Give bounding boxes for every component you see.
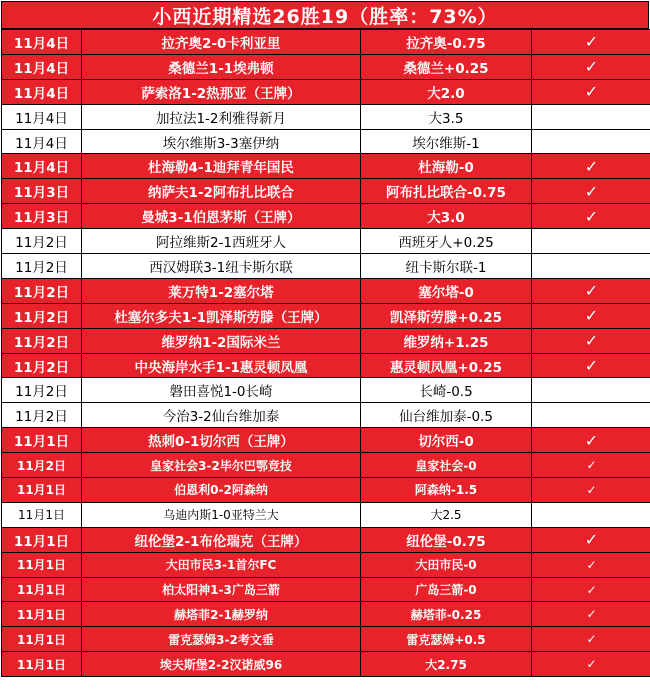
picks-table-body [2,30,650,677]
pick-line: 埃尔维斯-1 [361,129,532,154]
pick-date: 11月1日 [2,428,82,453]
pick-line: 塞尔塔-0 [361,278,532,303]
pick-row [2,79,650,104]
pick-line: 阿森纳-1.5 [361,478,532,503]
match-result: 赫塔菲2-1赫罗纳 [82,602,361,627]
match-result: 杜海勒4-1迪拜青年国民 [82,154,361,179]
match-result: 柏太阳神1-3广岛三箭 [82,577,361,602]
match-result: 磐田喜悦1-0长崎 [82,378,361,403]
pick-line: 赫塔菲-0.25 [361,602,532,627]
pick-row [2,54,650,79]
pick-line: 广岛三箭-0 [361,577,532,602]
check-mark-icon [532,104,650,129]
pick-line: 纽卡斯尔联-1 [361,254,532,279]
pick-row [2,428,650,453]
pick-date: 11月2日 [2,278,82,303]
pick-date: 11月1日 [2,652,82,677]
pick-date: 11月4日 [2,79,82,104]
pick-line: 雷克瑟姆+0.5 [361,627,532,652]
pick-date: 11月4日 [2,129,82,154]
match-result: 莱万特1-2塞尔塔 [82,278,361,303]
pick-date: 11月1日 [2,627,82,652]
check-mark-icon: ✓ [532,328,650,353]
pick-line: 大3.5 [361,104,532,129]
pick-line: 大2.75 [361,652,532,677]
pick-row [2,104,650,129]
match-result: 大田市民3-1首尔FC [82,552,361,577]
pick-row [2,353,650,378]
pick-row [2,378,650,403]
check-mark-icon: ✓ [532,204,650,229]
check-mark-icon [532,378,650,403]
match-result: 今治3-2仙台维加泰 [82,403,361,428]
pick-row [2,303,650,328]
pick-row [2,30,650,55]
pick-date: 11月1日 [2,577,82,602]
pick-line: 维罗纳+1.25 [361,328,532,353]
pick-line: 凯泽斯劳滕+0.25 [361,303,532,328]
pick-date: 11月1日 [2,552,82,577]
check-mark-icon: ✓ [532,353,650,378]
check-mark-icon: ✓ [532,552,650,577]
pick-row [2,328,650,353]
check-mark-icon [532,502,650,527]
check-mark-icon: ✓ [532,428,650,453]
pick-date: 11月2日 [2,403,82,428]
match-result: 纽伦堡2-1布伦瑞克（王牌） [82,527,361,552]
pick-line: 切尔西-0 [361,428,532,453]
pick-line: 西班牙人+0.25 [361,229,532,254]
pick-line: 大2.0 [361,79,532,104]
pick-row [2,602,650,627]
check-mark-icon [532,254,650,279]
match-result: 阿拉维斯2-1西班牙人 [82,229,361,254]
pick-line: 皇家社会-0 [361,453,532,478]
check-mark-icon: ✓ [532,303,650,328]
match-result: 萨索洛1-2热那亚（王牌） [82,79,361,104]
pick-date: 11月2日 [2,353,82,378]
check-mark-icon: ✓ [532,577,650,602]
match-result: 西汉姆联3-1纽卡斯尔联 [82,254,361,279]
pick-line: 大2.5 [361,502,532,527]
pick-line: 拉齐奥-0.75 [361,30,532,55]
pick-date: 11月2日 [2,303,82,328]
check-mark-icon: ✓ [532,54,650,79]
pick-row [2,229,650,254]
pick-row [2,278,650,303]
pick-date: 11月3日 [2,179,82,204]
check-mark-icon: ✓ [532,453,650,478]
check-mark-icon: ✓ [532,278,650,303]
match-result: 中央海岸水手1-1惠灵顿凤凰 [82,353,361,378]
check-mark-icon [532,403,650,428]
pick-date: 11月1日 [2,602,82,627]
check-mark-icon: ✓ [532,652,650,677]
pick-line: 大田市民-0 [361,552,532,577]
picks-table [1,29,650,677]
pick-date: 11月4日 [2,30,82,55]
pick-row [2,453,650,478]
pick-line: 大3.0 [361,204,532,229]
check-mark-icon: ✓ [532,30,650,55]
match-result: 埃夫斯堡2-2汉诺威96 [82,652,361,677]
pick-row [2,577,650,602]
match-result: 拉齐奥2-0卡利亚里 [82,30,361,55]
pick-line: 杜海勒-0 [361,154,532,179]
pick-line: 桑德兰+0.25 [361,54,532,79]
pick-row [2,527,650,552]
pick-date: 11月4日 [2,104,82,129]
pick-line: 长崎-0.5 [361,378,532,403]
check-mark-icon: ✓ [532,179,650,204]
check-mark-icon: ✓ [532,602,650,627]
pick-date: 11月1日 [2,502,82,527]
pick-row [2,552,650,577]
check-mark-icon: ✓ [532,79,650,104]
match-result: 纳萨夫1-2阿布扎比联合 [82,179,361,204]
pick-line: 阿布扎比联合-0.75 [361,179,532,204]
match-result: 雷克瑟姆3-2考文垂 [82,627,361,652]
pick-date: 11月3日 [2,204,82,229]
match-result: 加拉法1-2利雅得新月 [82,104,361,129]
pick-date: 11月2日 [2,453,82,478]
pick-date: 11月4日 [2,154,82,179]
match-result: 曼城3-1伯恩茅斯（王牌） [82,204,361,229]
match-result: 乌迪内斯1-0亚特兰大 [82,502,361,527]
pick-line: 纽伦堡-0.75 [361,527,532,552]
match-result: 桑德兰1-1埃弗顿 [82,54,361,79]
pick-row [2,204,650,229]
pick-row [2,154,650,179]
pick-line: 仙台维加泰-0.5 [361,403,532,428]
check-mark-icon [532,229,650,254]
pick-date: 11月2日 [2,328,82,353]
pick-date: 11月4日 [2,54,82,79]
match-result: 维罗纳1-2国际米兰 [82,328,361,353]
pick-line: 惠灵顿凤凰+0.25 [361,353,532,378]
match-result: 皇家社会3-2毕尔巴鄂竞技 [82,453,361,478]
sheet-title: 小西近期精选26胜19（胜率：73%） [1,1,649,29]
pick-row [2,179,650,204]
picks-sheet [1,1,649,691]
match-result: 埃尔维斯3-3塞伊纳 [82,129,361,154]
pick-date: 11月1日 [2,478,82,503]
pick-date: 11月2日 [2,254,82,279]
pick-row [2,254,650,279]
pick-row [2,652,650,677]
match-result: 伯恩利0-2阿森纳 [82,478,361,503]
pick-row [2,478,650,503]
pick-row [2,403,650,428]
pick-date: 11月2日 [2,378,82,403]
pick-row [2,627,650,652]
check-mark-icon: ✓ [532,478,650,503]
pick-row [2,129,650,154]
check-mark-icon: ✓ [532,627,650,652]
match-result: 杜塞尔多夫1-1凯泽斯劳滕（王牌） [82,303,361,328]
match-result: 热刺0-1切尔西（王牌） [82,428,361,453]
check-mark-icon: ✓ [532,154,650,179]
pick-date: 11月1日 [2,527,82,552]
pick-row [2,502,650,527]
check-mark-icon [532,129,650,154]
check-mark-icon: ✓ [532,527,650,552]
pick-date: 11月2日 [2,229,82,254]
